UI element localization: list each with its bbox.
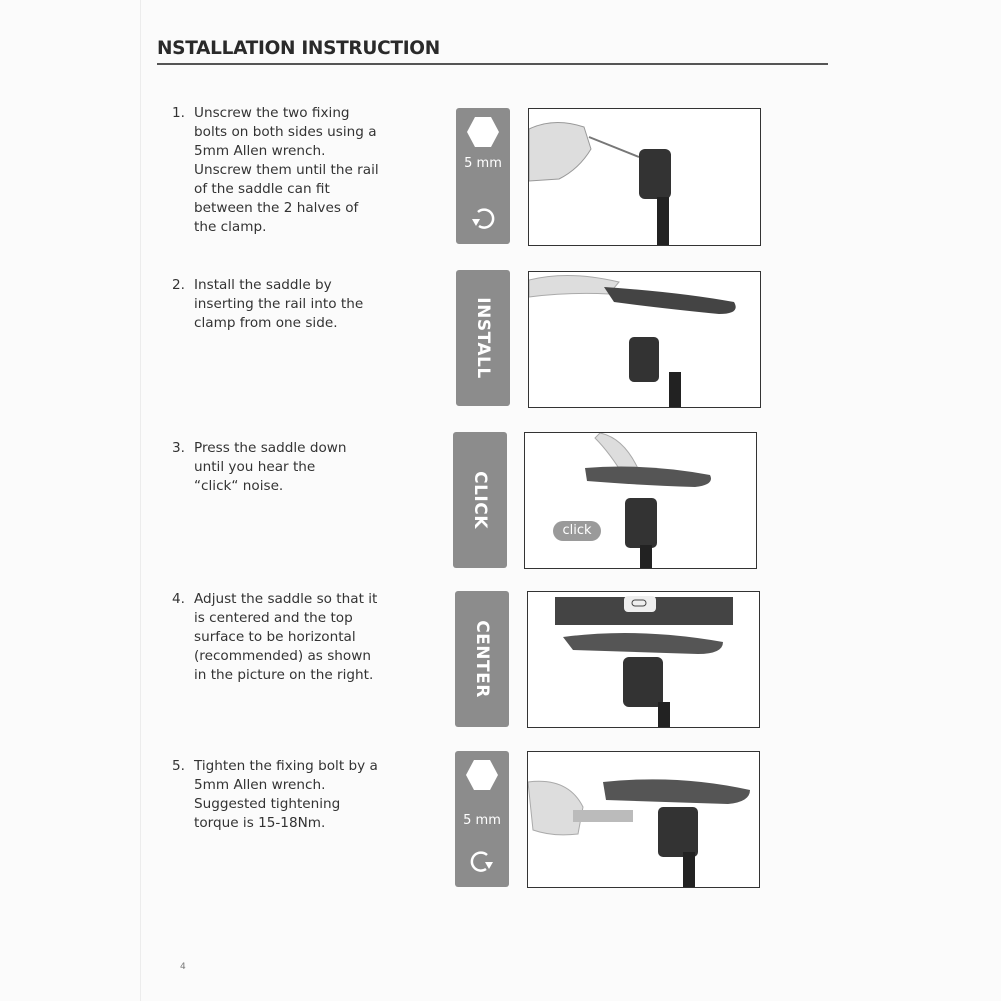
step-number: 2.	[172, 277, 185, 293]
step-text: Tighten the fixing bolt by a 5mm Allen wrench. Suggested tightening torque is 15-18Nm.	[194, 758, 378, 831]
allen-wrench-photo	[529, 109, 760, 245]
step-text: Press the saddle down until you hear the “click“ noise.	[194, 440, 347, 494]
saddle-press-photo	[525, 433, 756, 568]
step-3-photo	[524, 432, 757, 569]
step-number: 4.	[172, 591, 185, 607]
step-2-photo	[528, 271, 761, 408]
hex-bolt-icon	[465, 759, 499, 791]
badge-label: CENTER	[472, 620, 492, 698]
click-badge	[453, 432, 507, 568]
tool-badge-5mm	[455, 751, 509, 887]
step-4-photo	[527, 591, 760, 728]
rotate-clockwise-icon	[470, 849, 494, 873]
hex-bolt-icon	[466, 116, 500, 148]
torque-wrench-photo	[528, 752, 759, 887]
step-number: 5.	[172, 758, 185, 774]
saddle-level-photo	[528, 592, 759, 727]
step-5-photo	[527, 751, 760, 888]
step-text: Unscrew the two fixing bolts on both sides using a 5mm Allen wrench. Unscrew them until the rail of the saddle can fit between the 2 halves of the clamp.	[194, 105, 379, 235]
click-callout: click	[553, 521, 601, 541]
badge-label: 5 mm	[463, 813, 501, 828]
rotate-counterclockwise-icon	[471, 206, 495, 230]
scan-edge	[140, 0, 141, 1001]
step-number: 3.	[172, 440, 185, 456]
title-underline	[157, 63, 828, 65]
page-title: NSTALLATION INSTRUCTION	[157, 38, 440, 59]
install-badge	[456, 270, 510, 406]
badge-label: CLICK	[470, 471, 490, 529]
step-number: 1.	[172, 105, 185, 121]
step-1-photo	[528, 108, 761, 246]
step-text: Adjust the saddle so that it is centered and the top surface to be horizontal (recommended) as shown in the picture on the right.	[194, 591, 378, 683]
badge-label: 5 mm	[464, 156, 502, 171]
step-text: Install the saddle by inserting the rail into the clamp from one side.	[194, 277, 364, 331]
center-badge	[455, 591, 509, 727]
tool-badge-5mm	[456, 108, 510, 244]
saddle-install-photo	[529, 272, 760, 407]
badge-label: INSTALL	[473, 297, 493, 379]
page-number: 4	[180, 962, 186, 972]
